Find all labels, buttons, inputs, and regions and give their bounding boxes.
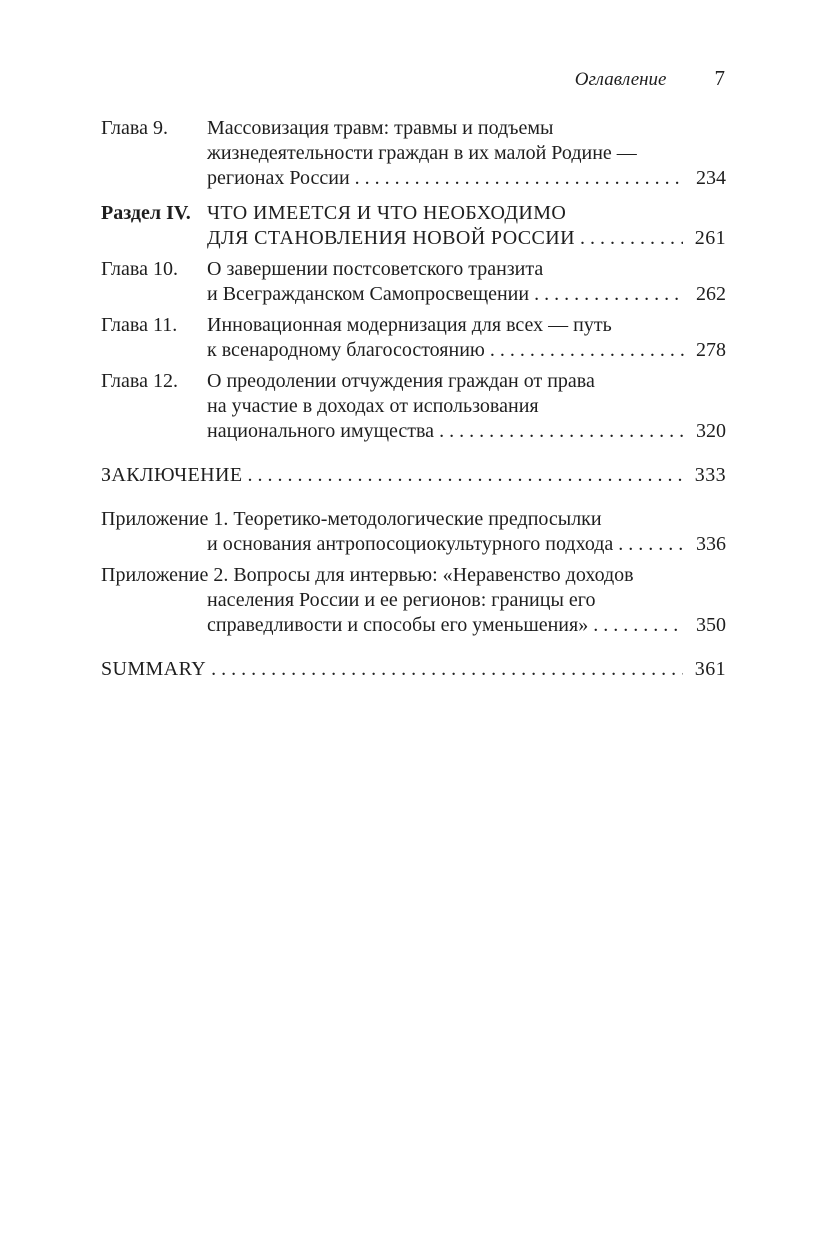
running-title: Оглавление	[574, 69, 667, 90]
entry-label: Раздел IV.	[101, 202, 191, 224]
entry-page-number: 320	[696, 420, 726, 442]
toc-entry-appendix-2[interactable]	[101, 563, 726, 638]
entry-title: ЗАКЛЮЧЕНИЕ	[101, 464, 243, 486]
entry-title	[207, 201, 726, 251]
dot-leader	[439, 419, 684, 444]
title-line: к всенародному благосостоянию	[207, 339, 485, 361]
title-line: Инновационная модернизация для всех — путь	[207, 314, 612, 336]
title-line: и Всегражданском Самопросвещении	[207, 283, 530, 305]
toc-entry-chapter-10[interactable]	[101, 257, 726, 307]
toc-entry-chapter-11[interactable]	[101, 313, 726, 363]
entry-title	[207, 313, 726, 363]
entry-title	[207, 116, 726, 191]
dot-leader	[580, 226, 683, 251]
toc-entry-chapter-9[interactable]	[101, 116, 726, 191]
title-line: населения России и ее регионов: границы его	[207, 589, 596, 611]
entry-page-number: 333	[694, 464, 726, 486]
dot-leader	[247, 464, 682, 487]
title-line: ДЛЯ СТАНОВЛЕНИЯ НОВОЙ РОССИИ	[207, 227, 575, 249]
title-line: на участие в доходах от использования	[207, 395, 539, 417]
title-line: жизнедеятельности граждан в их малой Родине —	[207, 142, 637, 164]
entry-page-number: 361	[694, 658, 726, 680]
entry-page-number: 261	[694, 227, 726, 249]
title-line: регионах России	[207, 167, 350, 189]
entry-page-number: 336	[696, 533, 726, 555]
dot-leader	[211, 658, 683, 681]
entry-title	[207, 369, 726, 444]
toc-entry-conclusion[interactable]	[101, 464, 726, 487]
toc-entry-chapter-12[interactable]	[101, 369, 726, 444]
entry-page-number: 350	[696, 614, 726, 636]
toc-entry-appendix-1[interactable]	[101, 507, 726, 557]
entry-title: SUMMARY	[101, 658, 207, 680]
title-line: Массовизация травм: травмы и подъемы	[207, 117, 554, 139]
entry-label: Глава 12.	[101, 370, 178, 392]
running-head	[575, 66, 725, 91]
dot-leader	[618, 532, 684, 557]
dot-leader	[593, 613, 684, 638]
dot-leader	[355, 166, 684, 191]
page-number: 7	[714, 66, 725, 90]
title-line: национального имущества	[207, 420, 435, 442]
entry-page-number: 234	[696, 167, 726, 189]
entry-title	[207, 257, 726, 307]
title-line: О завершении постсоветского транзита	[207, 258, 544, 280]
dot-leader	[534, 282, 684, 307]
title-line: О преодолении отчуждения граждан от права	[207, 370, 595, 392]
table-of-contents	[101, 116, 726, 681]
entry-page-number: 262	[696, 283, 726, 305]
title-line: Приложение 1. Теоретико-методологические предпосылки	[101, 508, 602, 530]
title-line: Приложение 2. Вопросы для интервью: «Неравенство доходов	[101, 564, 634, 586]
title-line: и основания антропосоциокультурного подхода	[207, 533, 614, 555]
title-line: справедливости и способы его уменьшения»	[207, 614, 589, 636]
toc-entry-summary[interactable]	[101, 658, 726, 681]
entry-page-number: 278	[696, 339, 726, 361]
entry-label: Глава 10.	[101, 258, 178, 280]
dot-leader	[490, 338, 684, 363]
title-line: ЧТО ИМЕЕТСЯ И ЧТО НЕОБХОДИМО	[207, 202, 567, 224]
toc-entry-section-4[interactable]	[101, 201, 726, 251]
entry-label: Глава 11.	[101, 314, 178, 336]
entry-label: Глава 9.	[101, 117, 168, 139]
